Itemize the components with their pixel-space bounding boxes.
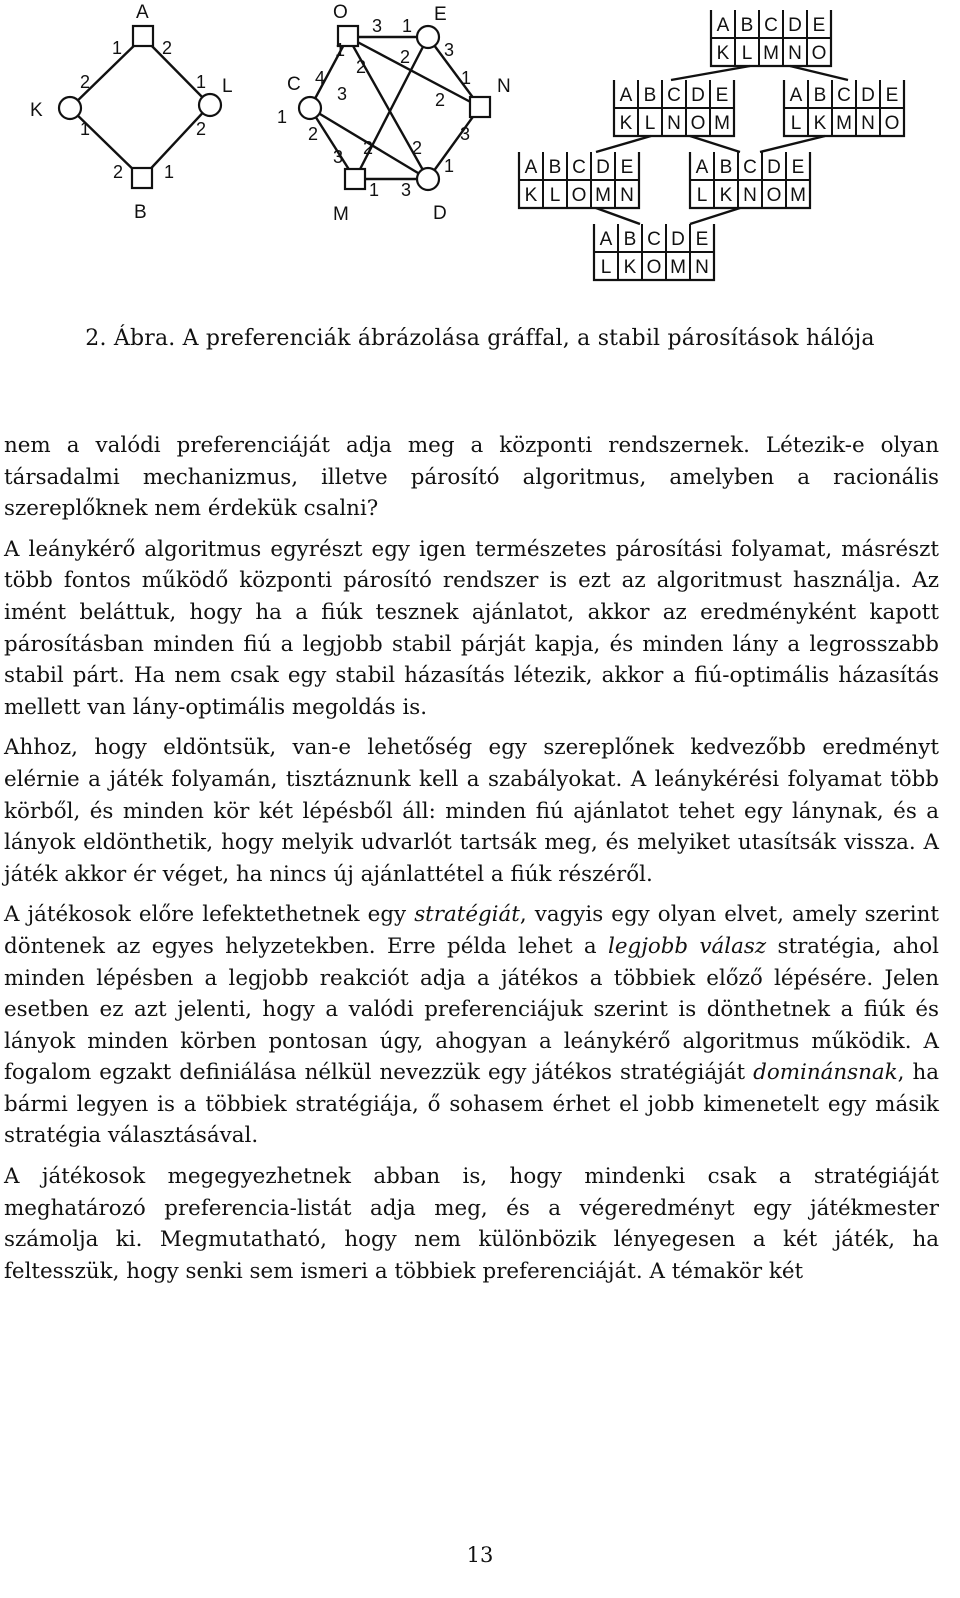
lattice-top-top-cell: C (764, 15, 778, 36)
edge-weight-m-1: 3 (333, 147, 344, 167)
label-e: E (434, 4, 447, 25)
lattice-low-left-bottom-cell: N (620, 185, 634, 206)
graph-nodes (59, 26, 490, 190)
lattice-mid-right-top-cell: B (813, 85, 827, 106)
edge-a-l (143, 37, 210, 105)
edge-weight-c-3: 1 (277, 107, 288, 127)
lattice-mid-right-top-cell: C (837, 85, 851, 106)
label-c: C (287, 74, 301, 95)
lattice-low-right-bottom-cell: M (790, 185, 806, 206)
label-l: L (222, 76, 233, 97)
lattice-low-right-bottom-cell: L (696, 185, 708, 206)
lattice-low-left-top-cell: E (620, 157, 634, 178)
node-c-circle (299, 97, 321, 119)
lattice-mid-left-bottom-cell: N (667, 113, 681, 134)
paragraph-4 (4, 899, 939, 1152)
lattice-low-right-top-cell: D (767, 157, 781, 178)
lattice-mid-right-bottom-cell: L (790, 113, 802, 134)
edge-weight-d-3: 1 (444, 156, 455, 176)
lattice-bottom-top-cell: E (695, 229, 709, 250)
lattice-mid-right-top-cell: D (861, 85, 875, 106)
label-a: A (136, 2, 149, 23)
p4-text-c: stratégia, ahol minden lépésben a legjobb reakciót adja a játékos a többiek előző lépésére. Jelen esetben ez azt jelenti, hogy a valódi preferenciájuk szerint is dönthetnek a fiúk és lányok minden körben pontosan úgy, ahogyan a leánykérő algoritmus működik. A fogalom egzakt definiálása nélkül nevezzük egy játékos stratégiáját (4, 933, 939, 1086)
lattice-low-left-bottom-cell: M (595, 185, 611, 206)
p4-text-d: , ha bármi legyen is a többiek stratégiája, ő sohasem érhet el jobb kimenetelt egy másik stratégia választásával. (4, 1060, 939, 1149)
p4-text-a: A játékosok előre lefektethetnek egy (4, 902, 415, 928)
lattice-bottom-bottom-cell: K (623, 257, 637, 278)
lattice-top-top-cell: A (716, 15, 730, 36)
term-strategia: stratégiát (414, 902, 520, 928)
edge-weight-a-r: 2 (162, 38, 173, 58)
node-k-circle (59, 97, 81, 119)
edge-weight-c-4: 2 (308, 124, 319, 144)
lattice-top-bottom-cell: L (741, 43, 753, 64)
edge-weight-c-2: 3 (337, 84, 348, 104)
edge-weight-l-b: 2 (196, 119, 207, 139)
p4-text-b: , vagyis egy olyan elvet, amely szerint döntenek az egyes helyzetekben. Erre példa lehet a (4, 902, 939, 959)
lattice-bottom-top-cell: B (623, 229, 637, 250)
lattice-top-bottom-cell: O (811, 43, 827, 64)
lattice-mid-right-bottom-cell: K (813, 113, 827, 134)
edge-weight-l-t: 1 (196, 72, 207, 92)
edge-weight-o-2: 1 (335, 40, 346, 60)
label-o: O (333, 2, 348, 23)
lattice-low-left-bottom-cell: O (571, 185, 587, 206)
lattice-low-right-top-cell: E (791, 157, 805, 178)
lattice-low-left-top-cell: B (548, 157, 562, 178)
edge-weight-d-1: 3 (401, 180, 412, 200)
lattice-low-right-top-cell: C (743, 157, 757, 178)
lattice-mid-left-top-cell: E (715, 85, 729, 106)
node-n-square (470, 97, 490, 117)
edge-weight-n-2: 2 (435, 90, 446, 110)
lattice-bottom-bottom-cell: L (600, 257, 612, 278)
edge-weight-m-2: 2 (363, 138, 374, 158)
lattice-low-left-top-cell: D (596, 157, 610, 178)
lattice-mid-right-top-cell: A (789, 85, 803, 106)
lattice-mid-left (614, 80, 734, 136)
lattice-low-right-bottom-cell: K (719, 185, 733, 206)
lattice-bottom-bottom-cell: O (646, 257, 662, 278)
node-a-square (133, 26, 153, 46)
term-dominans: dominánsnak (753, 1060, 898, 1086)
edge-weight-m-3: 1 (369, 180, 380, 200)
lattice-bottom-top-cell: A (599, 229, 613, 250)
edge-weight-b-r: 1 (164, 162, 175, 182)
edge-weight-n-1: 1 (461, 68, 472, 88)
lattice-low-left-bottom-cell: L (549, 185, 561, 206)
edge-weight-o-1: 3 (372, 16, 383, 36)
edge-weight-o-3: 2 (356, 57, 367, 77)
label-m: M (333, 204, 349, 225)
lattice-mid-right-bottom-cell: M (836, 113, 852, 134)
stable-matching-lattice (519, 10, 904, 280)
edge-weight-b-l: 2 (113, 162, 124, 182)
edge-weight-d-2: 2 (412, 138, 423, 158)
label-k: K (30, 100, 43, 121)
edge-weight-e-1: 1 (402, 16, 413, 36)
lattice-top-bottom-cell: N (788, 43, 802, 64)
lattice-bottom-top-cell: C (647, 229, 661, 250)
lattice-mid-left-top-cell: A (619, 85, 633, 106)
lattice-mid-left-top-cell: B (643, 85, 657, 106)
paragraph-5: A játékosok megegyezhetnek abban is, hogy mindenki csak a stratégiáját meghatározó preferencia-listát adja meg, és a végeredményt egy játékmester számolja ki. Megmutatható, hogy nem különbözik lényegesen a két játék, ha feltesszük, hogy senki sem ismeri a többiek preferenciáját. A témakör két (4, 1164, 939, 1284)
lattice-low-left-top-cell: A (524, 157, 538, 178)
node-d-circle (417, 168, 439, 190)
lattice-low-right-top-cell: A (695, 157, 709, 178)
lattice-low-left (519, 152, 639, 208)
lattice-bottom-bottom-cell: M (670, 257, 686, 278)
lattice-mid-left-top-cell: C (667, 85, 681, 106)
edge-weight-e-2: 2 (400, 47, 411, 67)
node-m-square (345, 169, 365, 189)
lattice-low-right-bottom-cell: N (743, 185, 757, 206)
lattice-top-bottom-cell: K (716, 43, 730, 64)
body-text (4, 430, 939, 1287)
edge-weight-c-1: 4 (315, 68, 326, 88)
page-number: 13 (466, 1543, 494, 1567)
lattice-low-right (690, 152, 810, 208)
lattice-mid-right-bottom-cell: N (861, 113, 875, 134)
lattice-mid-right (784, 80, 904, 136)
paragraph-3: Ahhoz, hogy eldöntsük, van-e lehetőség egy szereplőnek kedvezőbb eredményt elérnie a játék folyamán, tisztáznunk kell a szabályokat. A leánykérési folyamat több körből, és minden kör két lépésből áll: minden fiú ajánlatot tehet egy lánynak, és a lányok eldönthetik, hogy melyik udvarlót tartsák meg, és melyiket utasítsák vissza. A játék akkor ér véget, ha nincs új ajánlattétel a fiúk részéről. (4, 735, 939, 887)
edge-weight-n-3: 3 (460, 124, 471, 144)
lattice-mid-left-bottom-cell: O (690, 113, 706, 134)
term-legjobb-valasz: legjobb válasz (608, 933, 767, 959)
lattice-top-top-cell: B (740, 15, 754, 36)
node-b-square (132, 168, 152, 188)
lattice-bottom-top-cell: D (671, 229, 685, 250)
paragraph-1: nem a valódi preferenciáját adja meg a központi rendszernek. Létezik-e olyan társadalmi mechanizmus, illetve párosító algoritmus, amelyben a racionális szereplőknek nem érdekük csalni? (4, 433, 939, 522)
lattice-low-right-top-cell: B (719, 157, 733, 178)
label-d: D (433, 203, 447, 224)
edge-weight-a-l: 1 (112, 38, 123, 58)
lattice-top-top-cell: E (812, 15, 826, 36)
lattice-mid-right-bottom-cell: O (884, 113, 900, 134)
edge-weight-k-t: 2 (80, 72, 91, 92)
node-l-circle (199, 94, 221, 116)
lattice-top-bottom-cell: M (763, 43, 779, 64)
figure-graph-and-lattice (0, 0, 960, 300)
node-e-circle (417, 26, 439, 48)
lattice-top (711, 10, 831, 66)
edge-weight-k-b: 1 (80, 119, 91, 139)
lattice-bottom (594, 224, 714, 280)
label-b: B (134, 202, 147, 223)
label-n: N (497, 76, 511, 97)
paragraph-2: A leánykérő algoritmus egyrészt egy igen természetes párosítási folyamat, másrészt több fontos működő központi párosító rendszer is ezt az algoritmust használja. Az imént beláttuk, hogy ha a fiúk tesznek ajánlatot, akkor az eredményként kapott párosításban minden fiú a legjobb stabil párját kapja, és minden lány a legrosszabb stabil párt. Ha nem csak egy stabil házasítás létezik, akkor a fiú-optimális házasítás mellett van lány-optimális megoldás is. (4, 536, 939, 720)
lattice-low-right-bottom-cell: O (766, 185, 782, 206)
lattice-bottom-bottom-cell: N (695, 257, 709, 278)
lattice-mid-left-bottom-cell: L (644, 113, 656, 134)
lattice-top-top-cell: D (788, 15, 802, 36)
figure-caption: 2. Ábra. A preferenciák ábrázolása gráffal, a stabil párosítások hálója (85, 326, 875, 351)
lattice-low-left-top-cell: C (572, 157, 586, 178)
lattice-mid-left-top-cell: D (691, 85, 705, 106)
lattice-mid-right-top-cell: E (885, 85, 899, 106)
lattice-low-left-bottom-cell: K (524, 185, 538, 206)
edge-weight-e-3: 3 (444, 40, 455, 60)
lattice-mid-left-bottom-cell: M (714, 113, 730, 134)
lattice-mid-left-bottom-cell: K (619, 113, 633, 134)
